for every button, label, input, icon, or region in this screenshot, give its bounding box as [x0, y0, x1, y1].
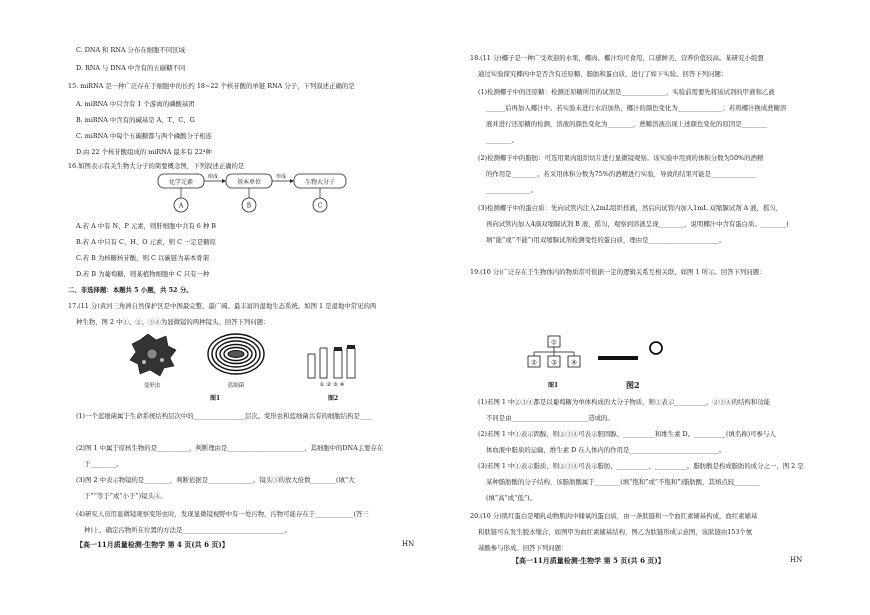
node-1-label: ①	[551, 338, 557, 347]
node-3-label: ③	[551, 358, 557, 367]
figure-2-lenses	[304, 344, 364, 388]
text-line: ______后再加入椰汁中。若实验未进行水浴加热，椰汁的颜色变化为______________；若将椰汁换成蔗糖溶	[486, 104, 787, 112]
page-code: HN	[402, 540, 415, 548]
text-line: 19.(10 分)广泛存在于生物体内的物质常可依据一定的逻辑关系互相关联，如图 1 所示。回答下列问题：	[470, 268, 766, 276]
text-line: (填“高”或“低”)。	[486, 494, 537, 502]
circle-c-label: C	[317, 202, 323, 210]
text-line: 再向试管内加入4滴双缩脲试剂 B 液，摇匀，观察到溶液呈现________，说明椰汁中含有蛋白质。________(	[486, 220, 789, 228]
text-line: 种生物，图 2 中①、②、③④为显微镜的两种镜头。回答下列问题：	[76, 318, 270, 326]
figure-1-organisms	[126, 330, 276, 390]
concept-node-elements-label: 化学元素	[168, 179, 194, 186]
figure-1-caption: 图1	[210, 395, 221, 402]
text-line: (3)检测椰子中的蛋白质：先向试管内注入2mL组织样液，然后向试管内加入1mL 双缩脲试剂 A 液，摇匀，	[478, 204, 783, 212]
text-line: C. DNA 和 RNA 分布在细胞不同区域	[76, 46, 186, 54]
concept-node-unit-label: 基本单位	[236, 179, 262, 186]
figure-1-hierarchy	[524, 334, 584, 378]
text-line: D. RNA 与 DNA 中含有的五碳糖不同	[76, 64, 186, 72]
text-line: A.若 A 中有 N、P 元素，则肝细胞中共有 6 种 B	[76, 222, 216, 230]
cyanobacterium-icon	[208, 334, 264, 374]
cyanobacterium-label: 蓝细菌	[227, 383, 245, 389]
fatty-acid-head-icon	[650, 342, 662, 354]
figure-1-caption: 图1	[548, 382, 559, 389]
text-line: (3)若图 1 中①表示脂质，则②③④可表示脂肪、__________、__________。脂肪酸是构成脂肪的成分之一，图 2 是	[478, 462, 804, 470]
concept-node-macromolecule-label: 生物大分子	[304, 179, 336, 186]
text-line: 17.(11 分)黄河三角洲自然保护区是中国最完整、最广阔、最丰富的湿地生态系统。如图 1 是湿地中常见的两	[68, 302, 377, 310]
lens-numbers: ① ② ③ ④	[319, 382, 345, 388]
section-heading: 二、非选择题：本题共 5 小题，共 52 分。	[68, 286, 193, 294]
lens-1-icon	[308, 354, 315, 378]
text-line: 16.如图表示有关生物大分子的简要概念图，下列叙述正确的是	[68, 162, 245, 170]
text-line: 液并进行还原糖的检测，溶液的颜色变化为________，蔗糖溶液出现上述颜色变化的原因是________	[486, 120, 768, 128]
text-line: (3)图 2 中表示物镜的是________，判断依据是______________。镜头③的放大倍数________(填“大	[76, 476, 355, 484]
circle-b-label: B	[246, 202, 252, 210]
text-line: 于”“等于”或“小于”)镜头④。	[84, 492, 167, 500]
text-line: 于________。	[84, 460, 123, 468]
text-line: A. miRNA 中只含有 1 个游离的磷酸基团	[76, 100, 195, 108]
text-line: (2)若图 1 中①表示固醇，则②③④可表示胆固醇、__________和维生素 D。__________(填名称)可参与人	[478, 430, 776, 438]
text-line: (2)图 1 中属于原核生物的是__________，判断理由是________________________，其细胞中的DNA主要存在	[76, 444, 384, 452]
figure-2-caption: 图2	[626, 380, 640, 390]
text-line: 某种脂肪酸的分子结构，该脂肪酸属于________(填“饱和”或“不饱和”)脂肪酸，其熔点较________	[486, 478, 760, 486]
text-line: 体血液中脂质的运输，维生素 D 在人体内的作用是____________________________。	[486, 446, 726, 454]
text-line: ________。	[486, 136, 518, 144]
text-line: 种)上，确定污物所在位置的方法是________________________________。	[84, 526, 291, 534]
text-line: (2)检测椰子中的脂肪：可选用果肉组织切片进行显微镜观察。该实验中用到的体积分数为50%的酒精	[478, 154, 764, 162]
text-line: D.由 22 个核苷酸组成的 miRNA 最多有 22⁴种	[76, 148, 212, 156]
text-line: (1)一个蓝细菌属于生命系统结构层次中的________________层次。变形虫和蓝细菌共有的细胞结构是____	[76, 412, 373, 420]
circle-a-label: A	[178, 202, 184, 210]
text-line: C.若 B 为核糖核苷酸，则 C 以碳链为基本骨架	[76, 254, 210, 262]
text-line: 填“能”或“不能”)用双缩脲试剂检测变性的蛋白质，理由是______________________。	[486, 236, 726, 244]
text-line: 通过实验探究椰肉中是否含有还原糖、脂肪和蛋白质，进行了如下实验。回答下列问题：	[478, 70, 728, 78]
text-line: 15. miRNA 是一种广泛存在于细胞中的长约 18~22 个核苷酸的单链 RNA 分子，下列叙述正确的是	[68, 82, 355, 90]
lens-4-icon	[347, 348, 355, 378]
concept-map	[156, 170, 356, 216]
text-line: D.若 B 为葡萄糖，则某植物细胞中 C 只有一种	[76, 270, 210, 278]
text-line: C. miRNA 中每个五碳糖都与两个磷酸分子相连	[76, 132, 213, 140]
text-line: 和肽链可在发生脱水缩合，如图甲为血红素辅基结构，图乙为肽链形成示意图，该肽链由153个氨	[478, 528, 753, 536]
page-footer: 【高一11月质量检测·生物学 第 5 页(共 6 页)】	[512, 556, 665, 565]
amoeba-label: 变形虫	[143, 383, 161, 389]
text-line: (1)若图 1 中②③④都是以葡萄糖为单体构成的大分子物质，则①表示__________，②③④的结构和功能	[478, 398, 770, 406]
text-line: (4)研究人员用显微镜观察变形虫时，发现显微镜视野中有一处污物，污物可能存在于____________(答三	[76, 510, 369, 518]
text-line: B.若 A 中只有 C、H、O 元素，则 C 一定是糖原	[76, 238, 216, 246]
node-2-label: ②	[531, 358, 537, 367]
lens-2-icon	[320, 348, 327, 378]
text-line: ______________。	[486, 186, 538, 194]
arrow-label-form: 形成	[275, 174, 287, 180]
text-line: (1)检测椰子中的还原糖：检测还原糖所用的试剂是______________，实验前需要先将该试剂的甲液和乙液	[478, 88, 775, 96]
figure-2-fatty-acid	[594, 340, 670, 366]
text-line: 不同是由________________________造成的。	[486, 414, 614, 422]
lens-3-icon	[334, 350, 342, 378]
node-4-label: ④	[571, 358, 577, 367]
page-footer: 【高一11月质量检测·生物学 第 4 页(共 6 页)】	[76, 540, 229, 549]
text-line: 18.(11 分)椰子是一种广受欢迎的水果，椰肉、椰汁均可食用，口感鲜美，营养价值较高。某研究小组想	[470, 54, 764, 62]
page-code: HN	[790, 556, 803, 564]
text-line: B. miRNA 中含有的碱基是 A、T、C、G	[76, 116, 195, 124]
text-line: 的作用是________。若采用体积分数为75%的酒精进行实验，导致的结果可能是______________	[486, 170, 756, 178]
text-line: 20.(10 分)肌红蛋白是哺乳动物肌肉中储氧的蛋白质，由一条肽链和一个血红素辅基构成，血红素辅基	[470, 512, 758, 520]
fatty-acid-chain-icon	[598, 356, 638, 360]
arrow-label-compose: 组成	[207, 174, 219, 180]
text-line: 基酸参与形成。回答下列问题：	[478, 544, 568, 552]
figure-2-caption: 图2	[328, 395, 339, 402]
